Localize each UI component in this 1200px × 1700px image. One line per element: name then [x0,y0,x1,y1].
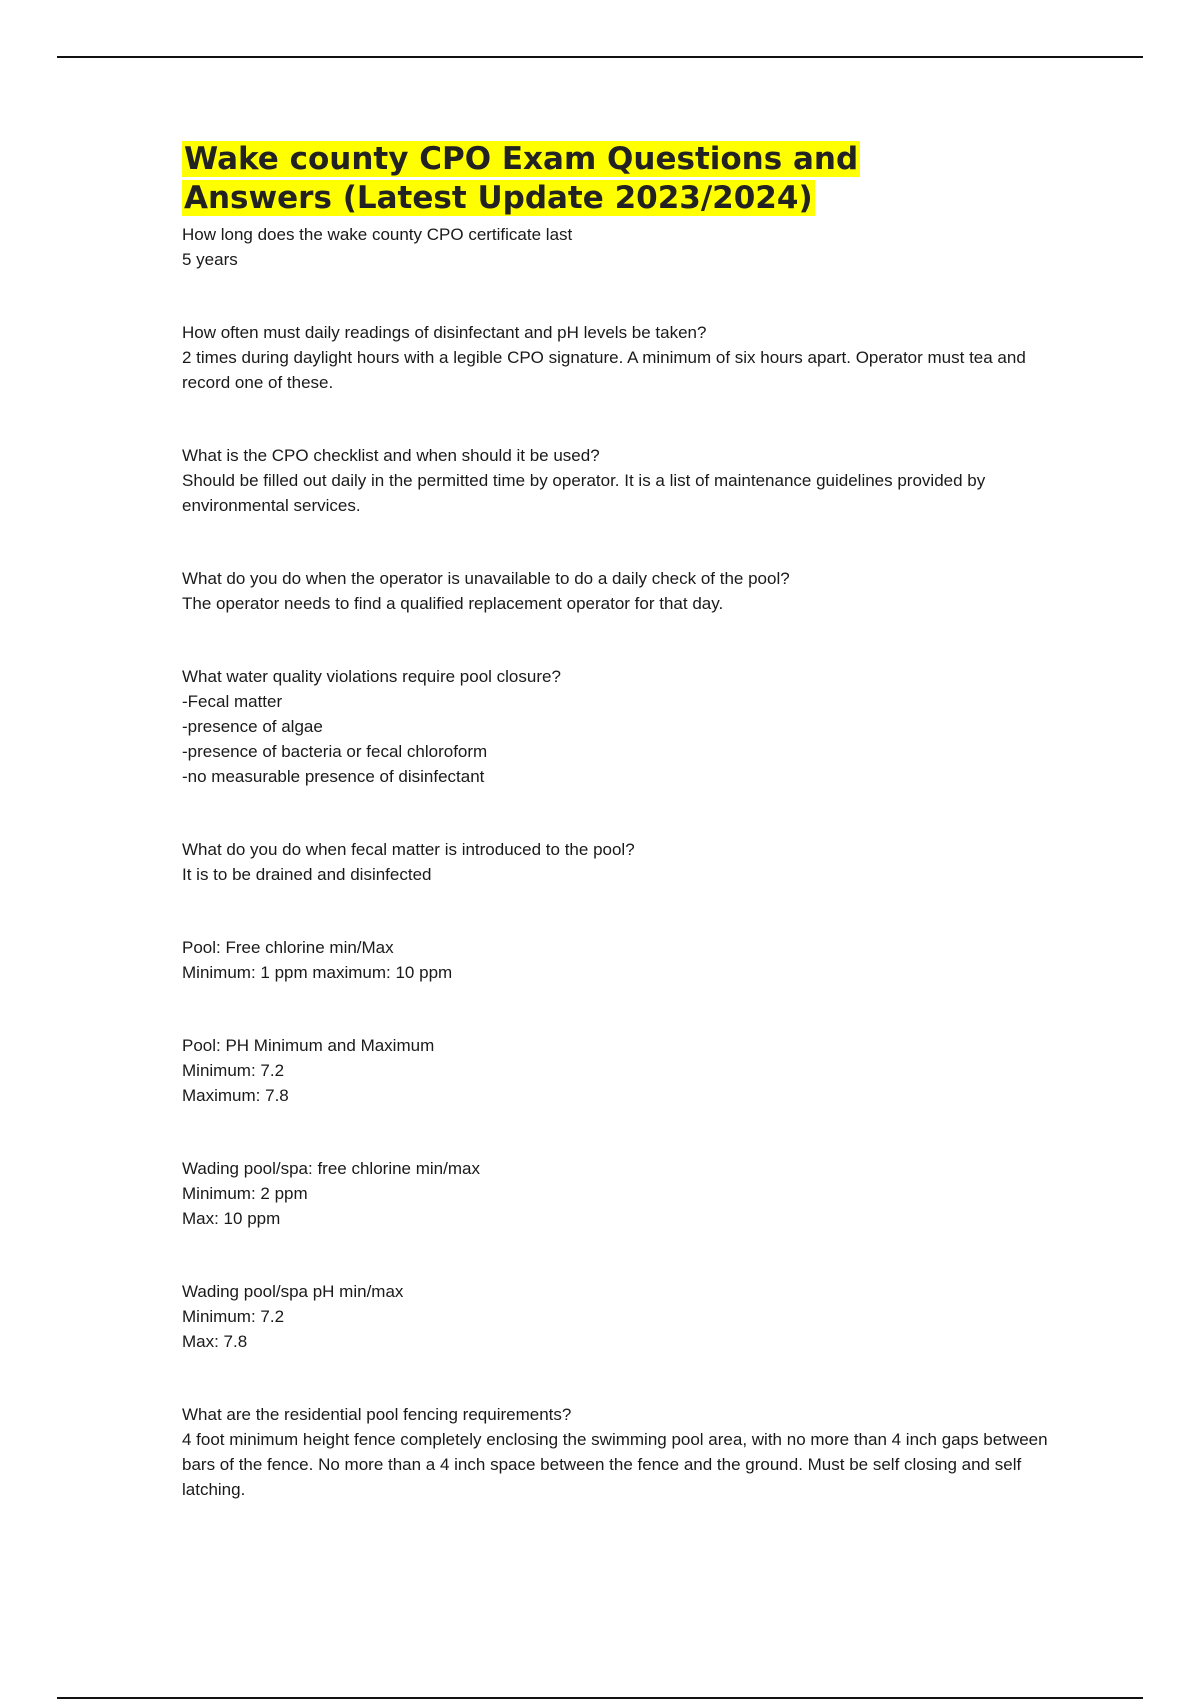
question: Wading pool/spa: free chlorine min/max [182,1159,480,1178]
answer: Should be filled out daily in the permitted time by operator. It is a list of maintenance guidelines provided by environmental services. [182,471,986,515]
qa-item [182,935,1062,985]
qa-item [182,1279,1062,1354]
title-line-1: Wake county CPO Exam Questions and [184,141,859,177]
answer-maximum: Max: 10 ppm [182,1209,281,1228]
qa-item [182,837,1062,887]
qa-item [182,566,1062,616]
answer-minimum: Minimum: 2 ppm [182,1184,308,1203]
answer: 2 times during daylight hours with a legible CPO signature. A minimum of six hours apart. Operator must tea and record one of these. [182,348,1026,392]
footer-rule [57,1697,1143,1699]
answer: The operator needs to find a qualified replacement operator for that day. [182,594,724,613]
question: What are the residential pool fencing requirements? [182,1405,572,1424]
answer-fecal-matter: -Fecal matter [182,692,283,711]
qa-item [182,320,1062,395]
document-body [182,140,1062,1502]
answer-bacteria: -presence of bacteria or fecal chloroform [182,742,488,761]
answer-maximum: Maximum: 7.8 [182,1086,289,1105]
question: How often must daily readings of disinfectant and pH levels be taken? [182,323,707,342]
question: What is the CPO checklist and when should it be used? [182,446,600,465]
question: What do you do when the operator is unavailable to do a daily check of the pool? [182,569,790,588]
document-title [182,140,1062,218]
answer: 5 years [182,250,238,269]
answer: 4 foot minimum height fence completely enclosing the swimming pool area, with no more than 4 inch gaps between bars of the fence. No more than a 4 inch space between the fence and the ground. Must be self closing and self latching. [182,1430,1048,1499]
qa-list [182,222,1062,1502]
qa-item [182,222,1062,272]
title-line-2: Answers (Latest Update 2023/2024) [184,180,813,216]
qa-item [182,1033,1062,1108]
answer: Minimum: 1 ppm maximum: 10 ppm [182,963,453,982]
question: Pool: Free chlorine min/Max [182,938,394,957]
qa-item [182,664,1062,789]
answer-maximum: Max: 7.8 [182,1332,248,1351]
question: How long does the wake county CPO certificate last [182,225,573,244]
qa-item [182,443,1062,518]
header-rule [57,56,1143,58]
qa-item [182,1156,1062,1231]
question: What do you do when fecal matter is introduced to the pool? [182,840,635,859]
qa-item [182,1402,1062,1502]
answer-no-disinfectant: -no measurable presence of disinfectant [182,767,485,786]
answer: It is to be drained and disinfected [182,865,432,884]
answer-minimum: Minimum: 7.2 [182,1061,285,1080]
answer-minimum: Minimum: 7.2 [182,1307,285,1326]
question: Wading pool/spa pH min/max [182,1282,404,1301]
question: What water quality violations require pool closure? [182,667,561,686]
question: Pool: PH Minimum and Maximum [182,1036,435,1055]
answer-algae: -presence of algae [182,717,323,736]
